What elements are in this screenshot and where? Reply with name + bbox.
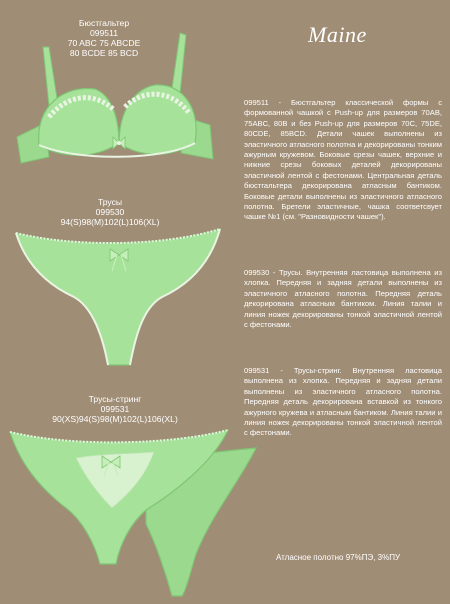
brand-name: Maine bbox=[308, 22, 367, 47]
thong-sizes: 90(XS)94(S)98(M)102(L)106(XL) bbox=[52, 414, 178, 424]
fabric-composition: Атласное полотно 97%ПЭ, 3%ПУ bbox=[276, 553, 401, 562]
thong-image bbox=[6, 424, 258, 600]
briefs-name: Трусы bbox=[97, 197, 123, 207]
thong-code: 099531 bbox=[100, 404, 130, 414]
briefs-label bbox=[50, 197, 170, 227]
bra-sizes-line2: 80 BCDE 85 BCD bbox=[69, 48, 139, 58]
briefs-code: 099530 bbox=[95, 207, 125, 217]
briefs-image bbox=[12, 225, 224, 371]
bra-description: 099511 - Бюстгальтер классической формы с формованной чашкой с Push-up для размеров 70AB, 75ABC, 80B и без Push-up для размеров 70C, 75DE, 80CDE, 85BCD. Детали чашек выполнены из эластичного атласного полотна и декорированы тонким ажурным кружевом. Боковые срезы чашек, верхние и нижние срезы боковых деталей декорированы эластичной лентой с фестонами. Центральная деталь бюстгальтера декорирована атласным бантиком. Боковые детали выполнены из эластичного атласного полотна. Бретели эластичные, чашка соответсвует чашке №1 (см. "Разновидности чашек"). bbox=[244, 98, 442, 222]
bra-sizes-line1: 70 ABC 75 ABCDE bbox=[67, 38, 141, 48]
thong-label bbox=[40, 394, 190, 424]
thong-name: Трусы-стринг bbox=[88, 394, 142, 404]
bra-name: Бюстгальтер bbox=[78, 18, 130, 28]
bra-code: 099511 bbox=[89, 28, 119, 38]
briefs-description: 099530 - Трусы. Внутренняя ластовица выполнена из хлопка. Передняя и задняя детали выполнены из эластичного атласного полотна. Передняя деталь декорирована атласным бантиком. Линия талии и линия ножек декорированы тонкой эластичной лентой с фестонами. bbox=[244, 268, 442, 330]
thong-description: 099531 - Трусы-стринг. Внутренняя ластовица выполнена из хлопка. Передняя и задняя детали выполнены из эластичного атласного полотна. Передняя деталь декорирована вставкой из тонкого ажурного кружева и атласным бантиком. Линия талии и линия ножек декорированы тонкой эластичной лентой с фестонами. bbox=[244, 366, 442, 438]
bra-image bbox=[15, 25, 215, 175]
briefs-sizes: 94(S)98(M)102(L)106(XL) bbox=[60, 217, 160, 227]
